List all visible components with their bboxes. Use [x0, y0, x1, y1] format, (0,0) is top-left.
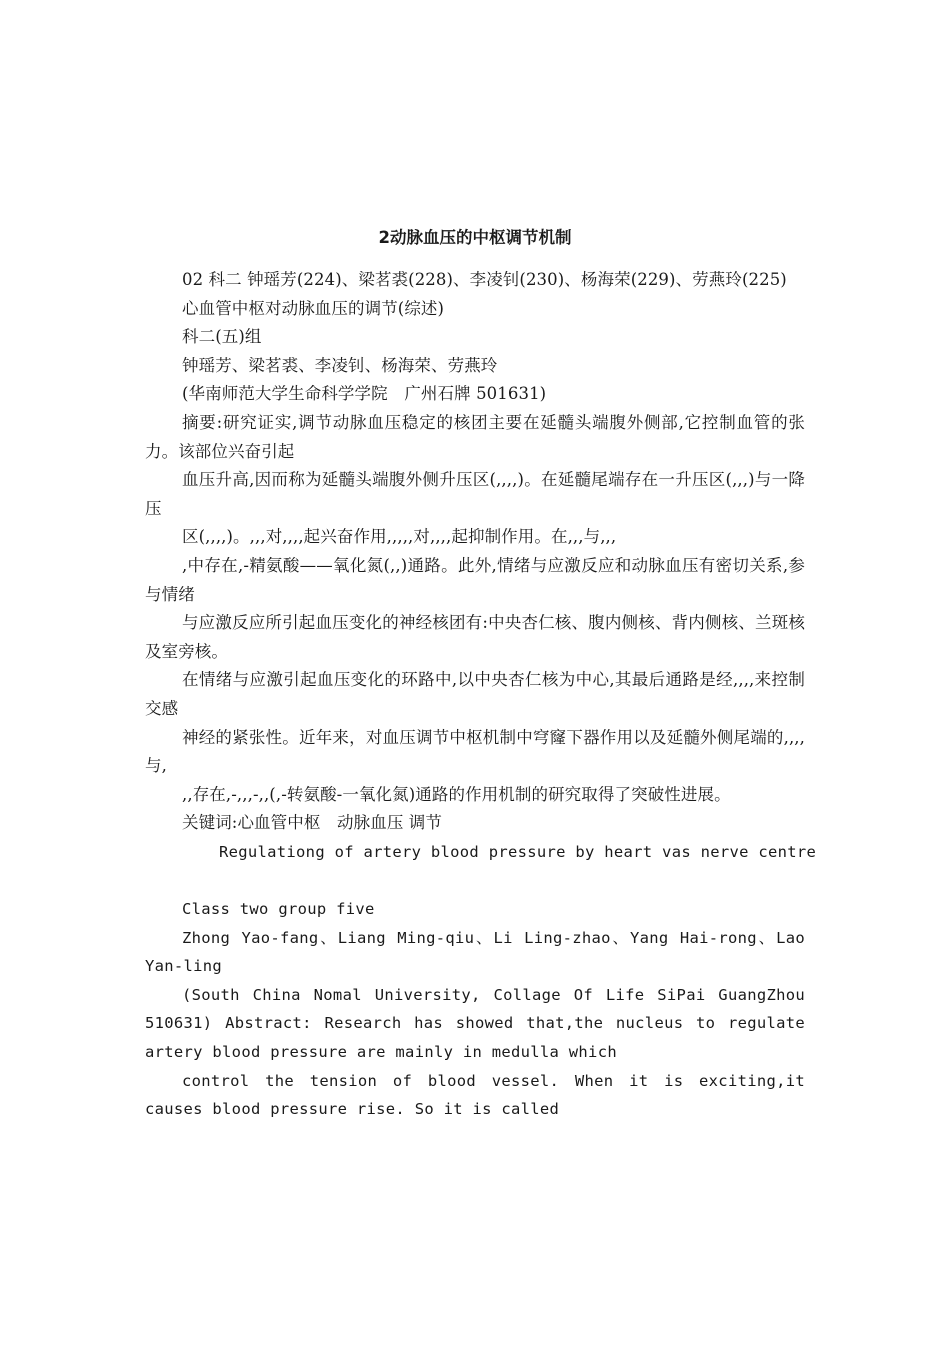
document-body — [145, 224, 817, 1124]
group-line: 科二(五)组 — [182, 327, 262, 347]
english-affiliation-abstract: (South China Nomal University, Collage Of Life SiPai GuangZhou 510631) Abstract: Research has showed that,the nucleus to regulate artery blood pressure are mainly in medulla which — [145, 985, 805, 1062]
english-group-line: Class two group five — [182, 900, 375, 919]
blank-line — [145, 866, 805, 895]
author-line: 02 科二 钟瑶芳(224)、梁茗裘(228)、李凌钊(230)、杨海荣(229)、劳燕玲(225) — [182, 270, 787, 289]
abstract-paragraph: 区(,,,,)。,,,对,,,,起兴奋作用,,,,,对,,,,起抑制作用。在,,,与,,, — [182, 527, 617, 547]
abstract-paragraph: 神经的紧张性。近年来，对血压调节中枢机制中穹窿下器作用以及延髓外侧尾端的,,,,与, — [145, 727, 805, 776]
english-title: Regulationg of artery blood pressure by heart vas nerve centre — [219, 842, 817, 861]
english-abstract-paragraph: control the tension of blood vessel. When it is exciting,it causes blood pressure rise. So it is called — [145, 1071, 805, 1119]
abstract-paragraph: 在情绪与应激引起血压变化的环路中,以中央杏仁核为中心,其最后通路是经,,,,来控制交感 — [145, 670, 805, 718]
abstract-paragraph: 摘要:研究证实,调节动脉血压稳定的核团主要在延髓头端腹外侧部,它控制血管的张力。该部位兴奋引起 — [145, 412, 805, 461]
authors: 钟瑶芳、梁茗裘、李凌钊、杨海荣、劳燕玲 — [182, 355, 498, 375]
abstract-paragraph: ,,存在,-,,,-,,(,-转氨酸-一氧化氮)通路的作用机制的研究取得了突破性进展。 — [182, 784, 731, 804]
abstract-paragraph: 血压升高,因而称为延髓头端腹外侧升压区(,,,,)。在延髓尾端存在一升压区(,,,)与一降压 — [145, 470, 805, 518]
keywords: 关键词:心血管中枢 动脉血压 调节 — [182, 813, 443, 833]
english-authors: Zhong Yao-fang、Liang Ming-qiu、Li Ling-zhao、Yang Hai-rong、Lao Yan-ling — [145, 928, 805, 976]
abstract-paragraph: ,中存在,-精氨酸——氧化氮(,,)通路。此外,情绪与应激反应和动脉血压有密切关系,参与情绪 — [145, 555, 805, 604]
abstract-paragraph: 与应激反应所引起血压变化的神经核团有:中央杏仁核、腹内侧核、背内侧核、兰斑核及室旁核。 — [145, 613, 805, 661]
subtitle: 心血管中枢对动脉血压的调节(综述) — [182, 298, 445, 318]
affiliation: (华南师范大学生命科学学院 广州石牌 501631) — [182, 384, 547, 404]
document-title: 2动脉血压的中枢调节机制 — [378, 228, 572, 247]
